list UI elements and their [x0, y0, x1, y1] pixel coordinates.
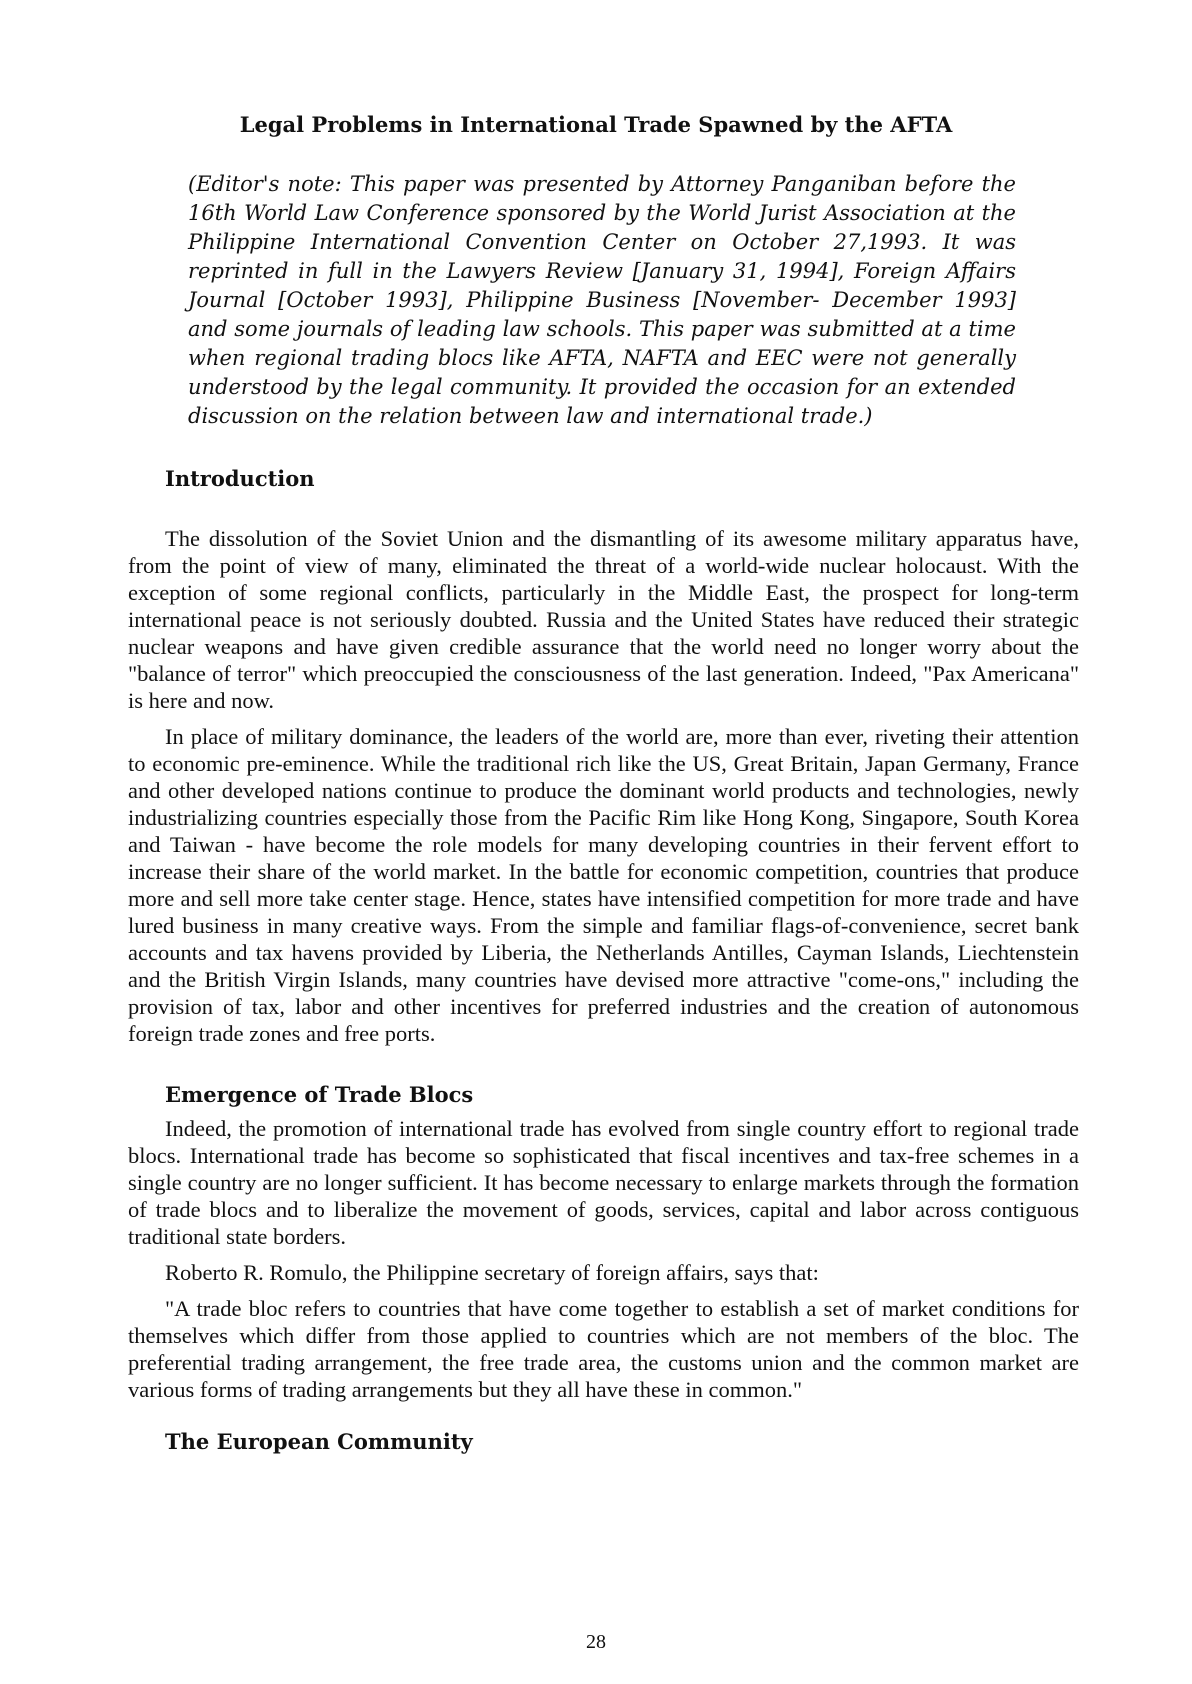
heading-emergence-of-trade-blocs: Emergence of Trade Blocs	[165, 1082, 474, 1107]
editor-note: (Editor's note: This paper was presented by Attorney Panganiban before the 16th World Law Conference sponsored by the World Jurist Association at the Philippine International Convention Center on October 27,1993. It was reprinted in full in the Lawyers Review [January 31, 1994], Foreign Affairs Journal [October 1993], Philippine Business [November- December 1993] and some journals of leading law schools. This paper was submitted at a time when regional trading blocs like AFTA, NAFTA and EEC were not generally understood by the legal community. It provided the occasion for an extended discussion on the relation between law and international trade.)	[188, 172, 1016, 428]
document-title: Legal Problems in International Trade Spawned by the AFTA	[239, 112, 953, 137]
paragraph: Roberto R. Romulo, the Philippine secretary of foreign affairs, says that:	[165, 1260, 819, 1285]
quote-paragraph: "A trade bloc refers to countries that have come together to establish a set of market conditions for themselves which differ from those applied to countries which are not members of the bloc. The preferential trading arrangement, the free trade area, the customs union and the common market are various forms of trading arrangements but they all have these in common."	[128, 1296, 1079, 1402]
introduction-body	[128, 525, 1079, 1047]
paragraph: In place of military dominance, the leaders of the world are, more than ever, riveting their attention to economic pre-eminence. While the traditional rich like the US, Great Britain, Japan Germany, France and other developed nations continue to produce the dominant world products and technologies, newly industrializing countries especially those from the Pacific Rim like Hong Kong, Singapore, South Korea and Taiwan - have become the role models for many developing countries in their fervent effort to increase their share of the world market. In the battle for economic competition, countries that produce more and sell more take center stage. Hence, states have intensified competition for more trade and have lured business in many creative ways. From the simple and familiar flags-of-convenience, secret bank accounts and tax havens provided by Liberia, the Netherlands Antilles, Cayman Islands, Liechtenstein and the British Virgin Islands, many countries have devised more attractive "come-ons," including the provision of tax, labor and other incentives for preferred industries and the creation of autonomous foreign trade zones and free ports.	[128, 724, 1079, 1046]
page-number: 28	[586, 1631, 606, 1653]
heading-introduction: Introduction	[165, 466, 315, 491]
trade-blocs-body	[128, 1115, 1079, 1403]
heading-european-community: The European Community	[165, 1429, 473, 1454]
paragraph: Indeed, the promotion of international trade has evolved from single country effort to regional trade blocs. International trade has become so sophisticated that fiscal incentives and tax-free schemes in a single country are no longer sufficient. It has become necessary to enlarge markets through the formation of trade blocs and to liberalize the movement of goods, services, capital and labor across contiguous traditional state borders.	[128, 1116, 1079, 1249]
paragraph: The dissolution of the Soviet Union and the dismantling of its awesome military apparatus have, from the point of view of many, eliminated the threat of a world-wide nuclear holocaust. With the exception of some regional conflicts, particularly in the Middle East, the prospect for long-term international peace is not seriously doubted. Russia and the United States have reduced their strategic nuclear weapons and have given credible assurance that the world need no longer worry about the "balance of terror" which preoccupied the consciousness of the last generation. Indeed, "Pax Americana" is here and now.	[128, 526, 1079, 713]
